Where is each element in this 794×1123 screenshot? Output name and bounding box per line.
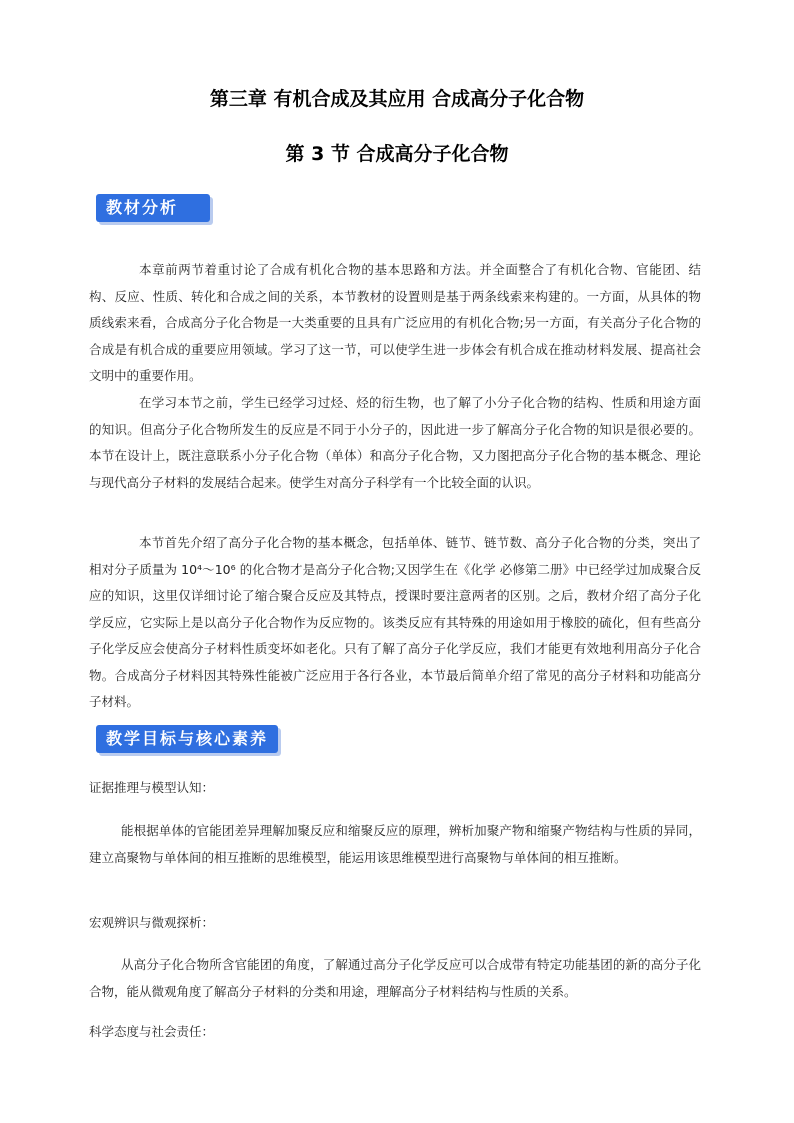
badge-textbook-analysis: 教材分析 — [96, 194, 210, 222]
analysis-paragraph-1: 本章前两节着重讨论了合成有机化合物的基本思路和方法。并全面整合了有机化合物、官能团、结构、反应、性质、转化和合成之间的关系，本节教材的设置则是基于两条线索来构建的。一方面，从具体的物质线索来看，合成高分子化合物是一大类重要的且具有广泛应用的有机化合物;另一方面，有关高分子化合物的合成是有机合成的重要应用领域。学习了这一节，可以使学生进一步体会有机合成在推动材料发展、提高社会文明中的重要作用。 — [89, 262, 701, 383]
section-title: 第 3 节 合成高分子化合物 — [285, 143, 509, 165]
goal-label-science-attitude: 科学态度与社会责任： — [89, 1024, 215, 1039]
goal-label-macro-micro: 宏观辨识与微观探析： — [89, 915, 215, 930]
goal-label-evidence-reasoning: 证据推理与模型认知： — [89, 780, 215, 795]
badge-teaching-goals: 教学目标与核心素养 — [96, 725, 278, 753]
analysis-paragraph-3: 本节首先介绍了高分子化合物的基本概念，包括单体、链节、链节数、高分子化合物的分类，突出了相对分子质量为 10⁴～10⁶ 的化合物才是高分子化合物;又因学生在《化学 必修第二册》中已经学过加成聚合反应的知识，这里仅详细讨论了缩合聚合反应及其特点，授课时要注意两者的区别。之后，教材介绍了高分子化学反应，它实际上是以高分子化合物作为反应物的。该类反应有其特殊的用途如用于橡胶的硫化，但有些高分子化学反应会使高分子材料性质变坏如老化。只有了解了高分子化学反应，我们才能更有效地利用高分子化合物。合成高分子材料因其特殊性能被广泛应用于各行各业，本节最后简单介绍了常见的高分子材料和功能高分子材料。 — [89, 535, 701, 709]
goal-text-macro-micro: 从高分子化合物所含官能团的角度，了解通过高分子化学反应可以合成带有特定功能基团的新的高分子化合物，能从微观角度了解高分子材料的分类和用途，理解高分子材料结构与性质的关系。 — [89, 957, 701, 999]
chapter-title: 第三章 有机合成及其应用 合成高分子化合物 — [209, 88, 585, 110]
goal-text-evidence-reasoning: 能根据单体的官能团差异理解加聚反应和缩聚反应的原理，辨析加聚产物和缩聚产物结构与性质的异同，建立高聚物与单体间的相互推断的思维模型，能运用该思维模型进行高聚物与单体间的相互推断。 — [89, 823, 701, 865]
analysis-paragraph-2: 在学习本节之前，学生已经学习过烃、烃的衍生物，也了解了小分子化合物的结构、性质和用途方面的知识。但高分子化合物所发生的反应是不同于小分子的，因此进一步了解高分子化合物的知识是很必要的。本节在设计上，既注意联系小分子化合物（单体）和高分子化合物，又力图把高分子化合物的基本概念、理论与现代高分子材料的发展结合起来。使学生对高分子科学有一个比较全面的认识。 — [89, 395, 701, 490]
